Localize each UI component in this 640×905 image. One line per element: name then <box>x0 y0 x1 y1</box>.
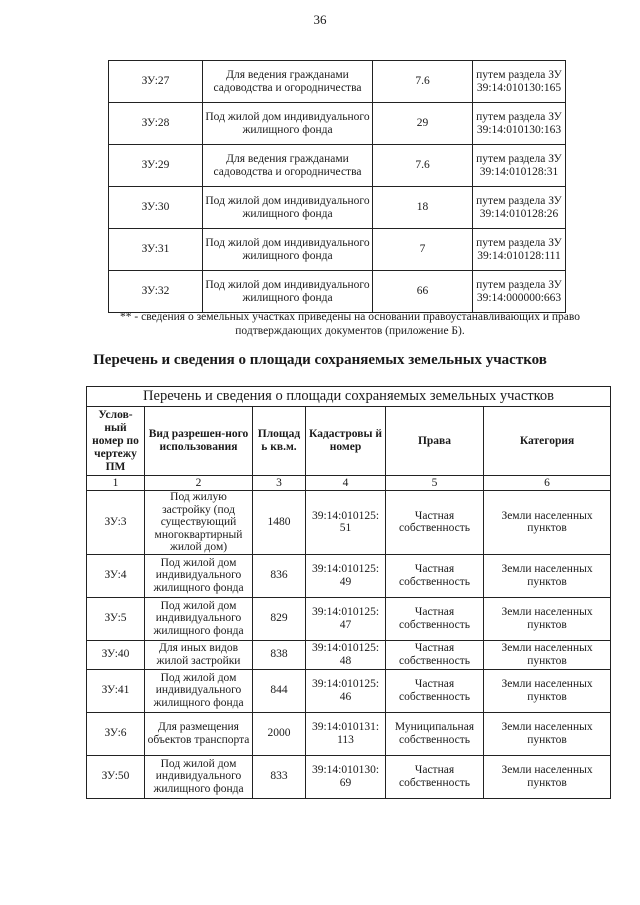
table-row <box>87 554 611 597</box>
cadastral-number-cell: 39:14:010125: 49 <box>306 554 386 597</box>
category-cell: Земли населенных пунктов <box>484 640 611 669</box>
area-cell: 18 <box>373 187 473 229</box>
permitted-use-cell: Для размещения объектов транспорта <box>145 712 253 755</box>
column-number: 1 <box>87 476 145 491</box>
area-cell: 7.6 <box>373 61 473 103</box>
column-number: 3 <box>253 476 306 491</box>
cadastral-number-cell: 39:14:010130: 69 <box>306 755 386 798</box>
permitted-use-cell: Под жилую застройку (под существующий многоквартирный жилой дом) <box>145 491 253 555</box>
plot-id-cell: ЗУ:41 <box>87 669 145 712</box>
plot-id-cell: ЗУ:6 <box>87 712 145 755</box>
formation-method-cell: путем раздела ЗУ 39:14:010128:26 <box>473 187 566 229</box>
table-row <box>109 61 566 103</box>
header-cell: Площад ь кв.м. <box>253 407 306 476</box>
table-row <box>87 669 611 712</box>
cadastral-number-cell: 39:14:010125: 46 <box>306 669 386 712</box>
category-cell: Земли населенных пунктов <box>484 712 611 755</box>
permitted-use-cell: Под жилой дом индивидуального жилищного фонда <box>203 271 373 313</box>
permitted-use-cell: Под жилой дом индивидуального жилищного фонда <box>145 669 253 712</box>
table-row <box>109 229 566 271</box>
plot-id-cell: ЗУ:5 <box>87 597 145 640</box>
area-cell: 2000 <box>253 712 306 755</box>
cadastral-number-cell: 39:14:010125: 48 <box>306 640 386 669</box>
section-heading: Перечень и сведения о площади сохраняемых земельных участков <box>93 352 547 368</box>
plot-id-cell: ЗУ:50 <box>87 755 145 798</box>
plot-id-cell: ЗУ:28 <box>109 103 203 145</box>
formation-method-cell: путем раздела ЗУ 39:14:010128:31 <box>473 145 566 187</box>
table-row <box>109 271 566 313</box>
area-cell: 838 <box>253 640 306 669</box>
permitted-use-cell: Для иных видов жилой застройки <box>145 640 253 669</box>
header-cell: Категория <box>484 407 611 476</box>
rights-cell: Частная собственность <box>386 554 484 597</box>
table-row <box>109 187 566 229</box>
column-number: 2 <box>145 476 253 491</box>
formation-method-cell: путем раздела ЗУ 39:14:010130:165 <box>473 61 566 103</box>
rights-cell: Частная собственность <box>386 755 484 798</box>
formation-method-cell: путем раздела ЗУ 39:14:000000:663 <box>473 271 566 313</box>
header-cell: Вид разрешен-ного использования <box>145 407 253 476</box>
rights-cell: Частная собственность <box>386 597 484 640</box>
plot-id-cell: ЗУ:40 <box>87 640 145 669</box>
plot-id-cell: ЗУ:31 <box>109 229 203 271</box>
page-number: 36 <box>313 12 327 27</box>
footnote: ** - сведения о земельных участках приведены на основании правоустанавливающих и право подтверждающих документов (приложение Б). <box>120 311 580 337</box>
category-cell: Земли населенных пунктов <box>484 755 611 798</box>
cadastral-number-cell: 39:14:010125: 47 <box>306 597 386 640</box>
permitted-use-cell: Под жилой дом индивидуального жилищного фонда <box>145 755 253 798</box>
area-cell: 829 <box>253 597 306 640</box>
area-cell: 844 <box>253 669 306 712</box>
plot-id-cell: ЗУ:29 <box>109 145 203 187</box>
area-cell: 7.6 <box>373 145 473 187</box>
area-cell: 66 <box>373 271 473 313</box>
cadastral-number-cell: 39:14:010125: 51 <box>306 491 386 555</box>
table-row <box>87 491 611 555</box>
table-row <box>109 103 566 145</box>
area-cell: 836 <box>253 554 306 597</box>
rights-cell: Частная собственность <box>386 669 484 712</box>
table-caption: Перечень и сведения о площади сохраняемых земельных участков <box>87 387 611 407</box>
permitted-use-cell: Для ведения гражданами садоводства и огородничества <box>203 145 373 187</box>
rights-cell: Муниципальная собственность <box>386 712 484 755</box>
area-cell: 833 <box>253 755 306 798</box>
formation-method-cell: путем раздела ЗУ 39:14:010130:163 <box>473 103 566 145</box>
column-number: 5 <box>386 476 484 491</box>
permitted-use-cell: Для ведения гражданами садоводства и огородничества <box>203 61 373 103</box>
permitted-use-cell: Под жилой дом индивидуального жилищного фонда <box>203 103 373 145</box>
category-cell: Земли населенных пунктов <box>484 554 611 597</box>
plot-id-cell: ЗУ:3 <box>87 491 145 555</box>
table-row <box>87 640 611 669</box>
plot-id-cell: ЗУ:4 <box>87 554 145 597</box>
formation-method-cell: путем раздела ЗУ 39:14:010128:111 <box>473 229 566 271</box>
category-cell: Земли населенных пунктов <box>484 597 611 640</box>
plot-id-cell: ЗУ:32 <box>109 271 203 313</box>
cadastral-number-cell: 39:14:010131: 113 <box>306 712 386 755</box>
permitted-use-cell: Под жилой дом индивидуального жилищного фонда <box>145 597 253 640</box>
table-row <box>87 755 611 798</box>
table-row <box>87 712 611 755</box>
column-number: 4 <box>306 476 386 491</box>
table-row <box>109 145 566 187</box>
area-cell: 7 <box>373 229 473 271</box>
land-plots-table-continued <box>108 60 566 313</box>
column-number: 6 <box>484 476 611 491</box>
rights-cell: Частная собственность <box>386 491 484 555</box>
header-cell: Права <box>386 407 484 476</box>
permitted-use-cell: Под жилой дом индивидуального жилищного фонда <box>145 554 253 597</box>
header-cell: Услов-ный номер по чертежу ПМ <box>87 407 145 476</box>
plot-id-cell: ЗУ:30 <box>109 187 203 229</box>
permitted-use-cell: Под жилой дом индивидуального жилищного фонда <box>203 187 373 229</box>
rights-cell: Частная собственность <box>386 640 484 669</box>
preserved-plots-table <box>86 386 611 799</box>
plot-id-cell: ЗУ:27 <box>109 61 203 103</box>
table-row <box>87 597 611 640</box>
category-cell: Земли населенных пунктов <box>484 669 611 712</box>
permitted-use-cell: Под жилой дом индивидуального жилищного фонда <box>203 229 373 271</box>
category-cell: Земли населенных пунктов <box>484 491 611 555</box>
header-cell: Кадастровы й номер <box>306 407 386 476</box>
area-cell: 1480 <box>253 491 306 555</box>
area-cell: 29 <box>373 103 473 145</box>
